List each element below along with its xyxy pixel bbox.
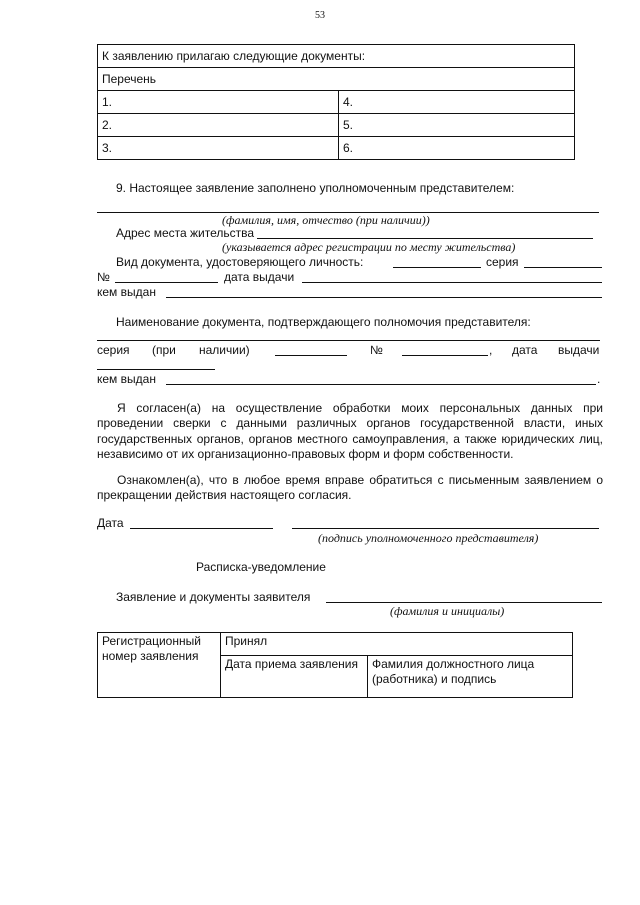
official-cell: Фамилия должностного лица (работника) и подпись <box>368 656 573 698</box>
address-line <box>257 238 593 239</box>
date-line <box>130 528 273 529</box>
fio-caption: (фамилия, имя, отчество (при наличии)) <box>222 213 430 227</box>
number-line <box>115 282 218 283</box>
number-label: № <box>97 270 110 284</box>
issued-by-line <box>166 297 602 298</box>
applicant-caption: (фамилия и инициалы) <box>390 604 505 618</box>
issued-by2-line <box>166 384 596 385</box>
docs-cell-1: 1. <box>98 91 339 114</box>
date-received-cell: Дата приема заявления <box>221 656 368 698</box>
series2-paren-open: (при <box>152 343 176 357</box>
series-label: серия <box>486 255 519 269</box>
date-label: Дата <box>97 516 124 530</box>
attached-documents-table <box>97 44 575 160</box>
registration-table <box>97 632 573 698</box>
docs-cell-6: 6. <box>339 137 575 160</box>
docs-table-subheader: Перечень <box>98 68 575 91</box>
authority-doc-line <box>97 340 600 341</box>
number2-label: № <box>370 343 383 357</box>
docs-cell-3: 3. <box>98 137 339 160</box>
issued-by2-period: . <box>597 372 601 386</box>
receipt-title: Расписка-уведомление <box>196 560 326 574</box>
issue-date-label: дата выдачи <box>224 270 295 284</box>
applicant-label: Заявление и документы заявителя <box>116 590 311 604</box>
series2-paren-close: наличии) <box>199 343 250 357</box>
date2-label-2: выдачи <box>558 343 600 357</box>
docs-table-header: К заявлению прилагаю следующие документы: <box>98 45 575 68</box>
number2-comma: , <box>489 343 493 357</box>
date2-label: дата <box>512 343 538 357</box>
acknowledgement-paragraph: Ознакомлен(а), что в любое время вправе обратиться с письменным заявлением о прекращении действия настоящего согласия. <box>97 473 603 503</box>
series-line <box>524 267 602 268</box>
page-number: 53 <box>315 10 325 21</box>
docs-cell-5: 5. <box>339 114 575 137</box>
signature-caption: (подпись уполномоченного представителя) <box>318 531 539 545</box>
issued-by2-label: кем выдан <box>97 372 156 386</box>
doc-type-line <box>393 267 481 268</box>
accepted-cell: Принял <box>221 633 573 656</box>
address-caption: (указывается адрес регистрации по месту жительства) <box>222 240 516 254</box>
applicant-line <box>326 602 602 603</box>
doc-type-label: Вид документа, удостоверяющего личность: <box>116 255 364 269</box>
docs-cell-2: 2. <box>98 114 339 137</box>
series2-line <box>275 355 347 356</box>
number2-line <box>402 355 488 356</box>
issue-date-line <box>302 282 602 283</box>
address-label: Адрес места жительства <box>116 226 255 240</box>
issued-by-label: кем выдан <box>97 285 156 299</box>
series2-label: серия <box>97 343 130 357</box>
reg-number-cell: Регистрационный номер заявления <box>98 633 221 698</box>
consent-paragraph: Я согласен(а) на осуществление обработки моих персональных данных при проведении сверки с данными различных органов государственной власти, иных государственных органов, органов местного самоуправления, а также юридических лиц, независимо от их организационно-правовых форм и форм собственности. <box>97 401 603 461</box>
section9-title: 9. Настоящее заявление заполнено уполномоченным представителем: <box>116 181 515 195</box>
authority-doc-label: Наименование документа, подтверждающего полномочия представителя: <box>116 315 531 329</box>
date2-line <box>97 369 215 370</box>
signature-line <box>292 528 599 529</box>
docs-cell-4: 4. <box>339 91 575 114</box>
